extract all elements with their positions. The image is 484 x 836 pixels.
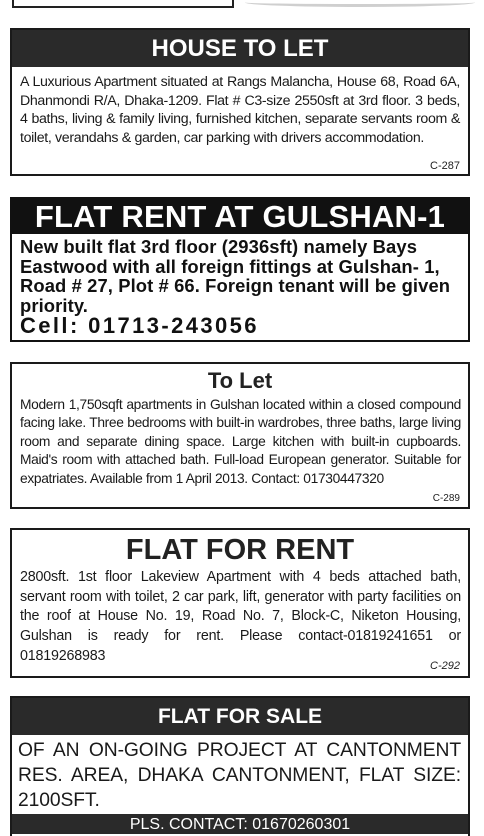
- classified-ad-to-let: [10, 362, 470, 509]
- ad-body: 2800sft. 1st floor Lakeview Apartment with 4 beds attached bath, servant room with toilet, 2 car park, lift, generator with party facilities on the roof at House No. 19, Road No. 7, Block-C, Niketon Housing, Gulshan is ready for rent. Please contact-01819241651 or 01819268983: [20, 569, 461, 664]
- ad-body: OF AN ON-GOING PROJECT AT CANTONMENT RES. AREA, DHAKA CANTONMENT, FLAT SIZE: 2100SFT.: [18, 740, 461, 811]
- classified-ad-flat-for-rent: [10, 528, 470, 678]
- ad-body: New built flat 3rd floor (2936sft) namely Bays Eastwood with all foreign fittings at Gulshan- 1, Road # 27, Plot # 66. Foreign tenant will be given priority.: [20, 236, 451, 316]
- classified-ad-flat-rent-gulshan: [10, 197, 470, 342]
- ad-title: To Let: [207, 368, 273, 393]
- ad-title: FLAT FOR SALE: [12, 698, 468, 735]
- ad-title: FLAT FOR RENT: [125, 534, 355, 566]
- previous-ad-shadow-fragment: [245, 0, 475, 7]
- ad-code: C-287: [430, 160, 460, 172]
- ad-body-wrap: [12, 234, 468, 337]
- ad-contact: PLS. CONTACT: 01670260301: [12, 814, 468, 834]
- ad-code: C-292: [430, 660, 460, 672]
- ad-code: C-289: [432, 493, 460, 504]
- ad-body: A Luxurious Apartment situated at Rangs Malancha, House 68, Road 6A, Dhanmondi R/A, Dhaka-1209. Flat # C3-size 2550sft at 3rd floor. 3 beds, 4 baths, living & family living, furnished kitchen, separate servants room & toilet, verandahs & garden, car parking with drivers accommodation.: [20, 74, 460, 146]
- previous-ad-border-fragment: [12, 0, 234, 8]
- classified-ad-house-to-let: [10, 28, 470, 176]
- ad-title: HOUSE TO LET: [12, 30, 468, 67]
- ad-cell-number: Cell: 01713-243056: [20, 313, 259, 338]
- classified-ad-flat-for-sale: [10, 696, 470, 836]
- ad-title: FLAT RENT AT GULSHAN-1: [12, 199, 468, 234]
- ad-body: Modern 1,750sqft apartments in Gulshan located within a closed compound facing lake. Three bedrooms with built-in wardrobes, three baths, large living room and separate dining space. Large kitchen with built-in cupboards. Maid's room with attached bath. Full-load European generator. Suitable for expatriates. Available from 1 April 2013. Contact: 01730447320: [20, 397, 461, 486]
